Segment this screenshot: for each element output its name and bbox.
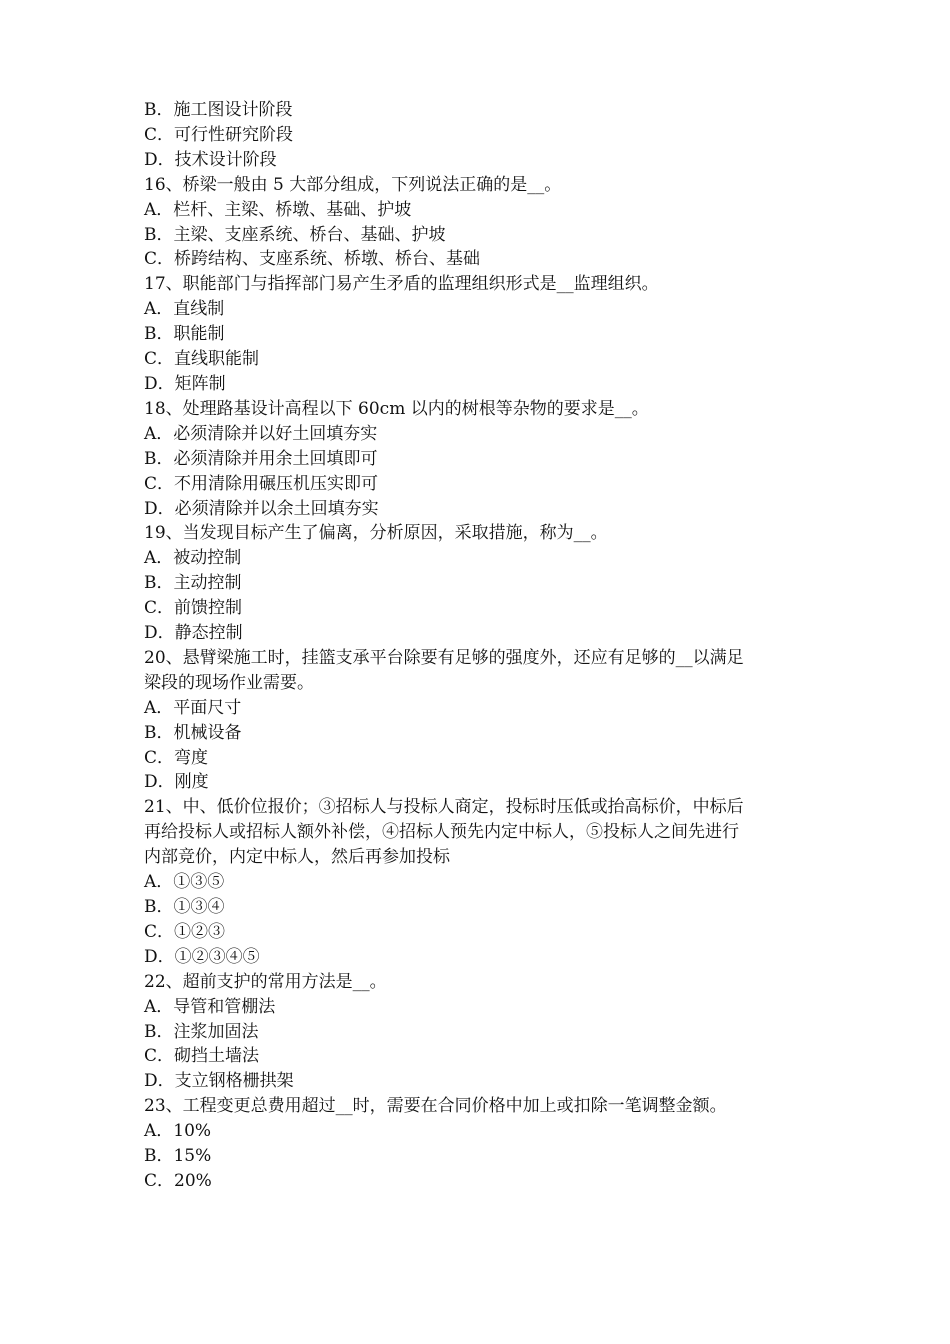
option-line: D．矩阵制 xyxy=(144,373,226,394)
question-20-continued: 梁段的现场作业需要。 xyxy=(144,672,314,693)
option-line: B．必须清除并用余土回填即可 xyxy=(144,448,378,469)
document-page xyxy=(144,98,824,1194)
option-line: D．刚度 xyxy=(144,772,209,793)
question-21-continued: 内部竞价，内定中标人，然后再参加投标 xyxy=(144,847,450,868)
option-line: C．弯度 xyxy=(144,747,209,768)
option-line: A．被动控制 xyxy=(144,548,242,569)
question-20: 20、悬臂梁施工时，挂篮支承平台除要有足够的强度外，还应有足够的__以满足 xyxy=(144,647,744,668)
question-22: 22、超前支护的常用方法是__。 xyxy=(144,971,387,992)
question-23: 23、工程变更总费用超过__时，需要在合同价格中加上或扣除一笔调整金额。 xyxy=(144,1096,727,1117)
option-line: A．导管和管棚法 xyxy=(144,996,276,1017)
option-line: A．必须清除并以好土回填夯实 xyxy=(144,423,378,444)
option-line: D．支立钢格栅拱架 xyxy=(144,1071,294,1092)
option-line: C．20% xyxy=(144,1170,212,1191)
question-17: 17、职能部门与指挥部门易产生矛盾的监理组织形式是__监理组织。 xyxy=(144,274,659,295)
option-line: A．直线制 xyxy=(144,299,225,320)
option-line: D．技术设计阶段 xyxy=(144,149,277,170)
option-line: C．可行性研究阶段 xyxy=(144,124,294,145)
option-line: A．平面尺寸 xyxy=(144,697,242,718)
option-line: A．栏杆、主梁、桥墩、基础、护坡 xyxy=(144,199,412,220)
option-line: A．10% xyxy=(144,1121,212,1142)
option-line: B．注浆加固法 xyxy=(144,1021,259,1042)
option-line: B．职能制 xyxy=(144,324,225,345)
option-line: A．①③⑤ xyxy=(144,872,225,893)
option-line: D．①②③④⑤ xyxy=(144,946,260,967)
option-line: B．主梁、支座系统、桥台、基础、护坡 xyxy=(144,224,446,245)
option-line: B．主动控制 xyxy=(144,573,242,594)
question-21: 21、中、低价位报价；③招标人与投标人商定，投标时压低或抬高标价，中标后 xyxy=(144,797,744,818)
option-line: C．前馈控制 xyxy=(144,598,243,619)
option-line: B．15% xyxy=(144,1146,212,1167)
option-line: C．①②③ xyxy=(144,921,226,942)
option-line: C．直线职能制 xyxy=(144,349,260,370)
question-19: 19、当发现目标产生了偏离，分析原因，采取措施，称为__。 xyxy=(144,523,608,544)
option-line: D．静态控制 xyxy=(144,623,243,644)
option-line: B．施工图设计阶段 xyxy=(144,100,293,120)
option-line: C．不用清除用碾压机压实即可 xyxy=(144,473,379,494)
option-line: B．①③④ xyxy=(144,897,225,917)
option-line: C．桥跨结构、支座系统、桥墩、桥台、基础 xyxy=(144,249,481,270)
option-line: B．机械设备 xyxy=(144,722,242,743)
question-21-continued: 再给投标人或招标人额外补偿，④招标人预先内定中标人，⑤投标人之间先进行 xyxy=(144,822,739,843)
question-18: 18、处理路基设计高程以下 60cm 以内的树根等杂物的要求是__。 xyxy=(144,398,649,419)
option-line: C．砌挡土墙法 xyxy=(144,1046,260,1067)
question-16: 16、桥梁一般由 5 大部分组成，下列说法正确的是__。 xyxy=(144,174,562,195)
option-line: D．必须清除并以余土回填夯实 xyxy=(144,498,379,519)
